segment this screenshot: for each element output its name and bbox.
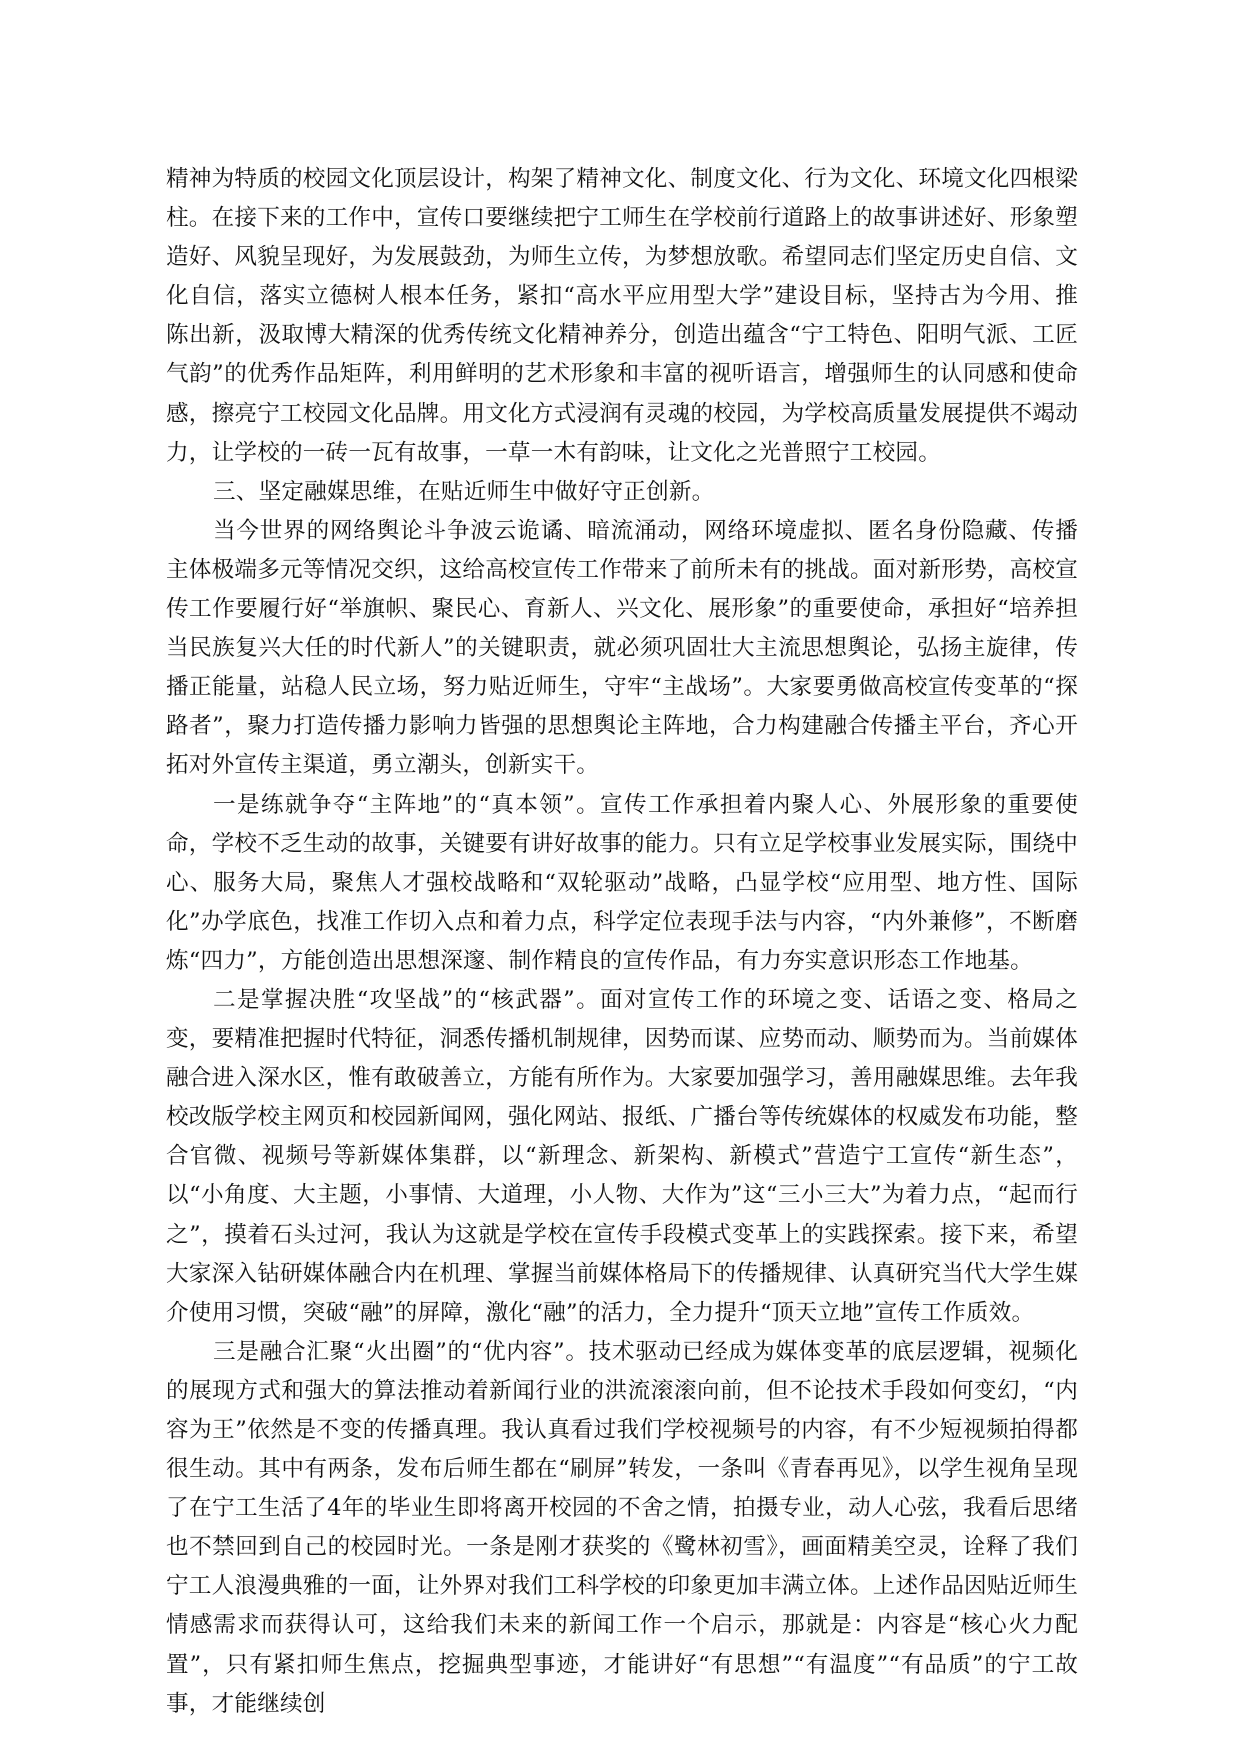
section-heading: 三、坚定融媒思维，在贴近师生中做好守正创新。 bbox=[213, 478, 715, 505]
paragraph-continuation: 精神为特质的校园文化顶层设计，构架了精神文化、制度文化、行为文化、环境文化四根梁柱。在接下来的工作中，宣传口要继续把宁工师生在学校前行道路上的故事讲述好、形象塑造好、风貌呈现好，为发展鼓劲，为师生立传，为梦想放歌。希望同志们坚定历史自信、文化自信，落实立德树人根本任务，紧扣“高水平应用型大学”建设目标，坚持古为今用、推陈出新，汲取博大精深的优秀传统文化精神养分，创造出蕴含“宁工特色、阳明气派、工匠气韵”的优秀作品矩阵，利用鲜明的艺术形象和丰富的视听语言，增强师生的认同感和使命感，擦亮宁工校园文化品牌。用文化方式浸润有灵魂的校园，为学校高质量发展提供不竭动力，让学校的一砖一瓦有故事，一草一木有韵味，让文化之光普照宁工校园。 bbox=[166, 166, 1078, 466]
paragraph: 一是练就争夺“主阵地”的“真本领”。宣传工作承担着内聚人心、外展形象的重要使命，学校不乏生动的故事，关键要有讲好故事的能力。只有立足学校事业发展实际，围绕中心、服务大局，聚焦人才强校战略和“双轮驱动”战略，凸显学校“应用型、地方性、国际化”办学底色，找准工作切入点和着力点，科学定位表现手法与内容，“内外兼修”，不断磨炼“四力”，方能创造出思想深邃、制作精良的宣传作品，有力夯实意识形态工作地基。 bbox=[166, 791, 1078, 974]
paragraph: 二是掌握决胜“攻坚战”的“核武器”。面对宣传工作的环境之变、话语之变、格局之变，要精准把握时代特征，洞悉传播机制规律，因势而谋、应势而动、顺势而为。当前媒体融合进入深水区，惟有敢破善立，方能有所作为。大家要加强学习，善用融媒思维。去年我校改版学校主网页和校园新闻网，强化网站、报纸、广播台等传统媒体的权威发布功能，整合官微、视频号等新媒体集群，以“新理念、新架构、新模式”营造宁工宣传“新生态”，以“小角度、大主题，小事情、大道理，小人物、大作为”这“三小三大”为着力点，“起而行之”，摸着石头过河，我认为这就是学校在宣传手段模式变革上的实践探索。接下来，希望大家深入钻研媒体融合内在机理、掌握当前媒体格局下的传播规律、认真研究当代大学生媒介使用习惯，突破“融”的屏障，激化“融”的活力，全力提升“顶天立地”宣传工作质效。 bbox=[166, 986, 1078, 1326]
paragraph: 当今世界的网络舆论斗争波云诡谲、暗流涌动，网络环境虚拟、匿名身份隐藏、传播主体极端多元等情况交织，这给高校宣传工作带来了前所未有的挑战。面对新形势，高校宣传工作要履行好“举旗帜、聚民心、育新人、兴文化、展形象”的重要使命，承担好“培养担当民族复兴大任的时代新人”的关键职责，就必须巩固壮大主流思想舆论，弘扬主旋律，传播正能量，站稳人民立场，努力贴近师生，守牢“主战场”。大家要勇做高校宣传变革的“探路者”，聚力打造传播力影响力皆强的思想舆论主阵地，合力构建融合传播主平台，齐心开拓对外宣传主渠道，勇立潮头，创新实干。 bbox=[166, 517, 1078, 779]
paragraph: 三是融合汇聚“火出圈”的“优内容”。技术驱动已经成为媒体变革的底层逻辑，视频化的展现方式和强大的算法推动着新闻行业的洪流滚滚向前，但不论技术手段如何变幻，“内容为王”依然是不变的传播真理。我认真看过我们学校视频号的内容，有不少短视频拍得都很生动。其中有两条，发布后师生都在“刷屏”转发，一条叫《青春再见》，以学生视角呈现了在宁工生活了4年的毕业生即将离开校园的不舍之情，拍摄专业，动人心弦，我看后思绪也不禁回到自己的校园时光。一条是刚才获奖的《鹭林初雪》，画面精美空灵，诠释了我们宁工人浪漫典雅的一面，让外界对我们工科学校的印象更加丰满立体。上述作品因贴近师生情感需求而获得认可，这给我们未来的新闻工作一个启示，那就是：内容是“核心火力配置”，只有紧扣师生焦点，挖掘典型事迹，才能讲好“有思想”“有温度”“有品质”的宁工故事，才能继续创 bbox=[166, 1338, 1078, 1717]
document-body bbox=[166, 160, 1078, 1724]
